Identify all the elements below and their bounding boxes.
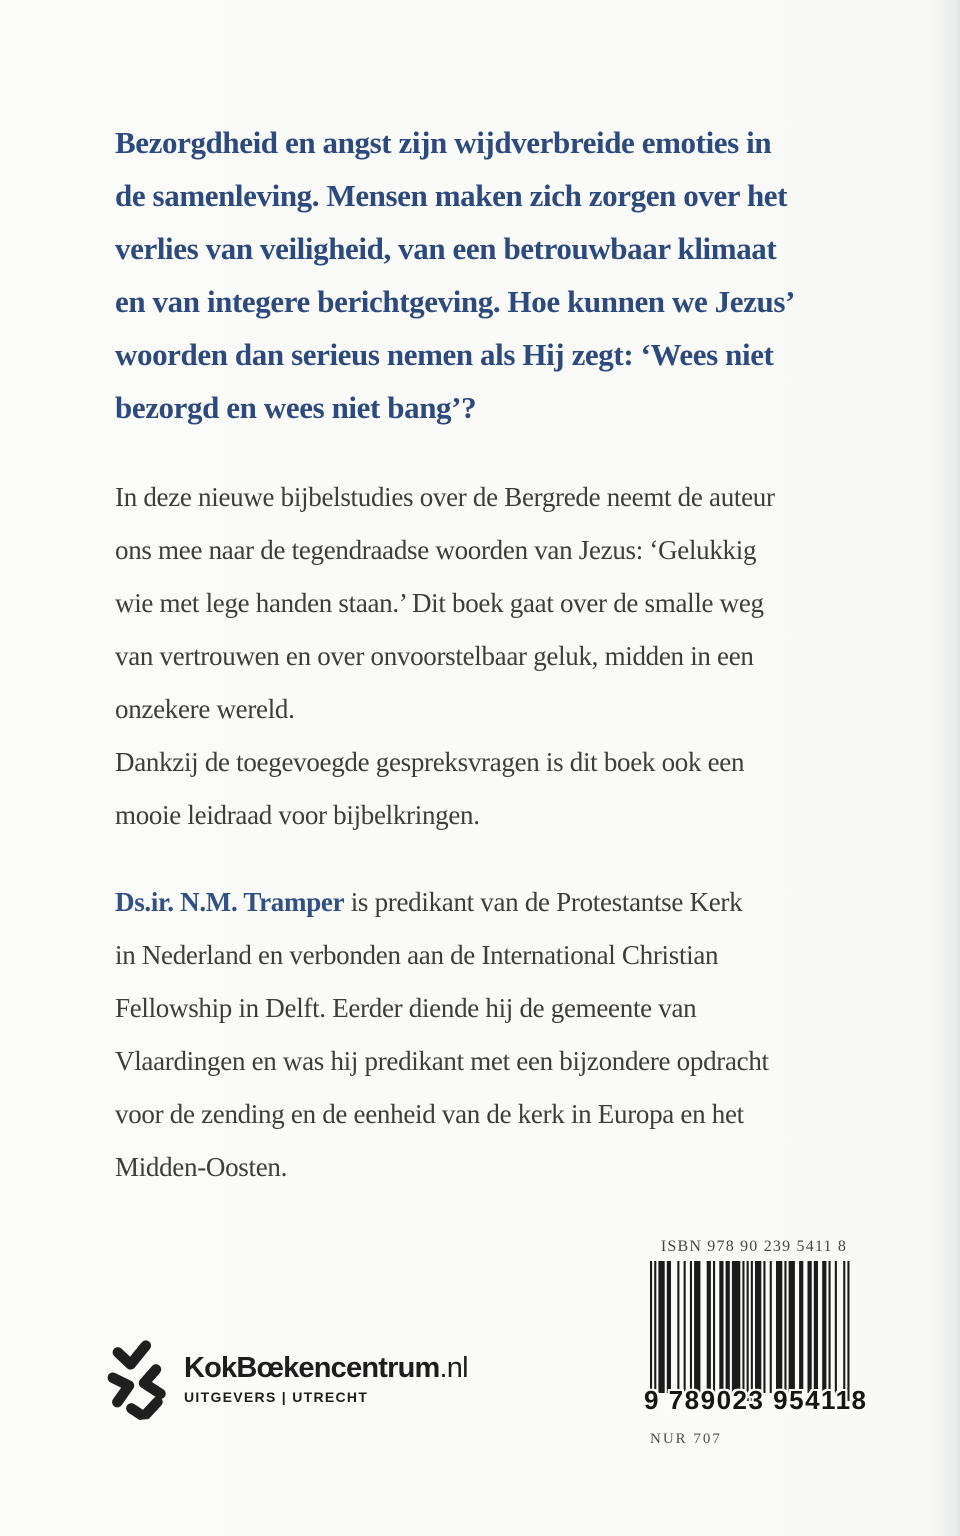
text-line: bezorgd en wees niet bang’? [115,390,477,425]
nur-code: NUR 707 [650,1431,722,1447]
back-cover-text [115,116,863,1194]
author-paragraph [115,876,863,1194]
text-line: Bezorgdheid en angst zijn wijdverbreide emoties in [115,125,772,160]
author-name: Ds.ir. N.M. Tramper [115,887,345,917]
text-line: wie met lege handen staan.’ Dit boek gaat over de smalle weg [115,588,764,618]
author-first-line-rest: is predikant van de Protestantse Kerk [344,887,743,917]
publisher-tagline: UITGEVERS | UTRECHT [184,1389,369,1405]
text-line: Dankzij de toegevoegde gespreksvragen is dit boek ook een [115,747,745,777]
text-line: de samenleving. Mensen maken zich zorgen over het [115,178,788,213]
author-paragraph-rest [115,929,863,1194]
barcode [644,1261,868,1429]
isbn-label: ISBN 978 90 239 5411 8 [660,1238,848,1255]
text-line: Midden-Oosten. [115,1152,288,1182]
barcode-number: 9 789023 954118 [644,1385,868,1415]
text-line: woorden dan serieus nemen als Hij zegt: ‘Wees niet [115,337,774,372]
barcode-bars-icon [650,1261,852,1401]
text-line: ons mee naar de tegendraadse woorden van Jezus: ‘Gelukkig [115,535,757,565]
text-line: Fellowship in Delft. Eerder diende hij de gemeente van [115,993,697,1023]
publisher-asterisk-icon [102,1337,172,1423]
text-line: onzekere wereld. [115,694,295,724]
publisher-name [184,1354,468,1383]
text-line: verlies van veiligheid, van een betrouwbaar klimaat [115,231,777,266]
author-first-line [115,876,863,929]
text-line: mooie leidraad voor bijbelkringen. [115,800,480,830]
publisher-name-suffix: .nl [439,1352,468,1384]
description-paragraph [115,471,863,842]
text-line: en van integere berichtgeving. Hoe kunnen we Jezus’ [115,284,795,319]
text-line: van vertrouwen en over onvoorstelbaar geluk, midden in een [115,641,754,671]
publisher-logo [106,1340,468,1420]
isbn-block [644,1238,868,1448]
intro-paragraph [115,116,863,434]
publisher-name-main: KokBœkencentrum [184,1352,440,1384]
text-line: In deze nieuwe bijbelstudies over de Bergrede neemt de auteur [115,482,775,512]
text-line: in Nederland en verbonden aan de International Christian [115,940,719,970]
publisher-wordmark [184,1340,468,1405]
text-line: voor de zending en de eenheid van de kerk in Europa en het [115,1099,744,1129]
text-line: Vlaardingen en was hij predikant met een bijzondere opdracht [115,1046,769,1076]
